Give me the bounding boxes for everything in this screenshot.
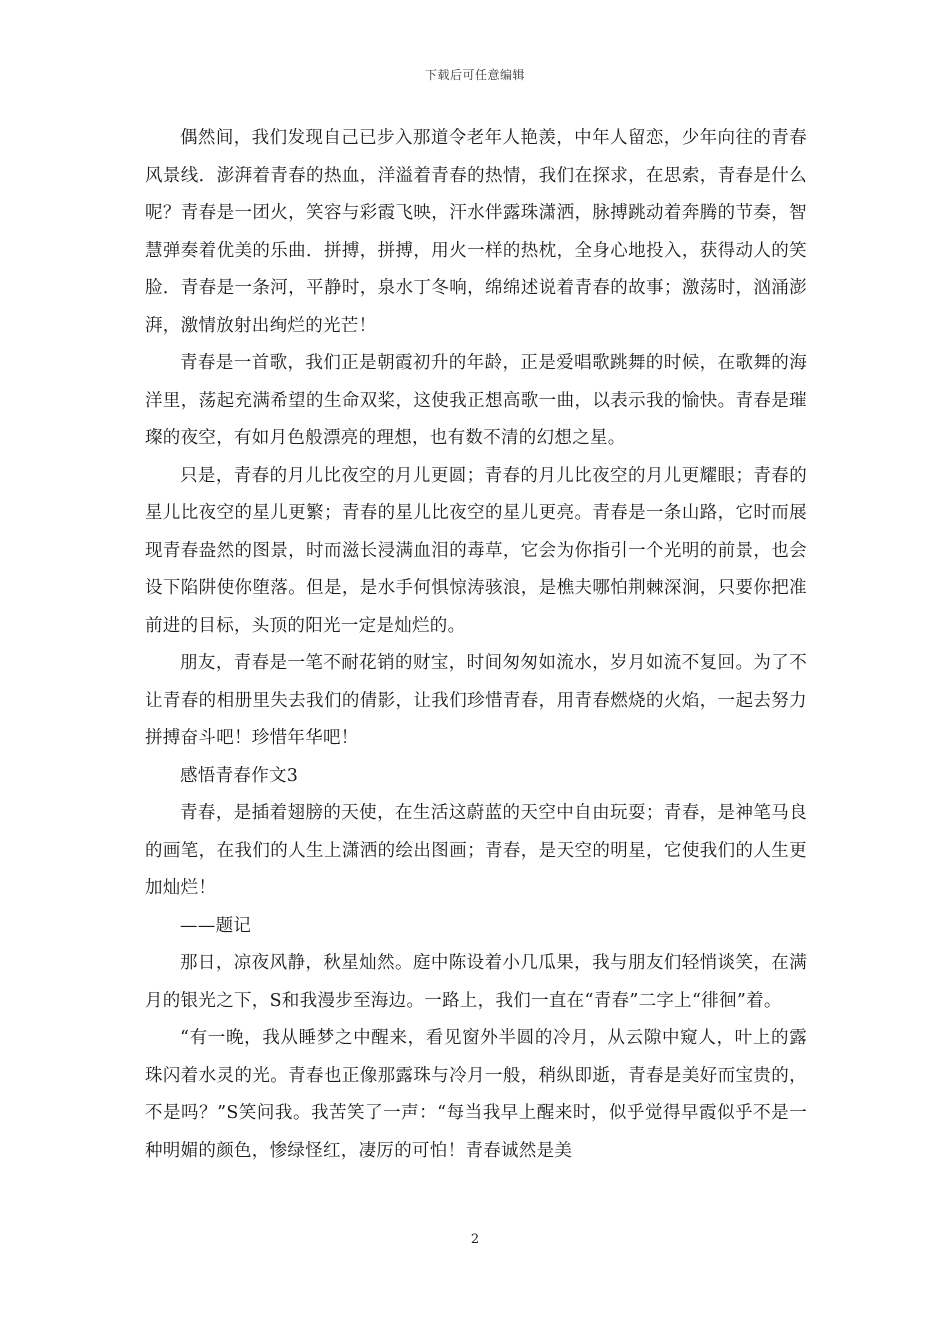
paragraph: 那日，凉夜风静，秋星灿然。庭中陈设着小几瓜果，我与朋友们轻悄谈笑，在满月的银光之下，S和我漫步至海边。一路上，我们一直在“青春”二字上“徘徊”着。 [145,953,807,1011]
paragraph: 青春，是插着翅膀的天使，在生活这蔚蓝的天空中自由玩耍；青春，是神笔马良的画笔，在我们的人生上潇洒的绘出图画；青春，是天空的明星，它使我们的人生更加灿烂！ [145,803,807,898]
document-body [145,120,807,1170]
section-heading: 感悟青春作文3 [180,765,299,786]
page-number: 2 [470,1232,480,1247]
paragraph: 青春是一首歌，我们正是朝霞初升的年龄，正是爱唱歌跳舞的时候，在歌舞的海洋里，荡起充满希望的生命双桨，这使我正想高歌一曲，以表示我的愉快。青春是璀璨的夜空，有如月色般漂亮的理想，也有数不清的幻想之星。 [145,353,807,448]
paragraph: 只是，青春的月儿比夜空的月儿更圆；青春的月儿比夜空的月儿更耀眼；青春的星儿比夜空的星儿更繁；青春的星儿比夜空的星儿更亮。青春是一条山路，它时而展现青春盎然的图景，时而滋长浸满血泪的毒草，它会为你指引一个光明的前景，也会设下陷阱使你堕落。但是，是水手何惧惊涛骇浪，是樵夫哪怕荆棘深涧，只要你把准前进的目标，头顶的阳光一定是灿烂的。 [145,465,807,636]
epigraph-attribution: ——题记 [180,915,252,936]
paragraph: “有一晚，我从睡梦之中醒来，看见窗外半圆的冷月，从云隙中窥人，叶上的露珠闪着水灵的光。青春也正像那露珠与冷月一般，稍纵即逝，青春是美好而宝贵的，不是吗？”S笑问我。我苦笑了一声：“每当我早上醒来时，似乎觉得早霞似乎不是一种明媚的颜色，惨绿怪红，凄厉的可怕！青春诚然是美 [145,1028,807,1161]
paragraph: 朋友，青春是一笔不耐花销的财宝，时间匆匆如流水，岁月如流不复回。为了不让青春的相册里失去我们的倩影，让我们珍惜青春，用青春燃烧的火焰，一起去努力拼搏奋斗吧！珍惜年华吧！ [145,653,807,748]
paragraph: 偶然间，我们发现自己已步入那道令老年人艳羡，中年人留恋，少年向往的青春风景线．澎湃着青春的热血，洋溢着青春的热情，我们在探求，在思索，青春是什么呢？青春是一团火，笑容与彩霞飞映，汗水伴露珠潇洒，脉搏跳动着奔腾的节奏，智慧弹奏着优美的乐曲．拼搏，拼搏，用火一样的热枕，全身心地投入，获得动人的笑脸．青春是一条河，平静时，泉水丁冬响，绵绵述说着青春的故事；激荡时，汹涌澎湃，激情放射出绚烂的光芒！ [145,128,807,336]
page-header: 下载后可任意编辑 [424,68,525,82]
